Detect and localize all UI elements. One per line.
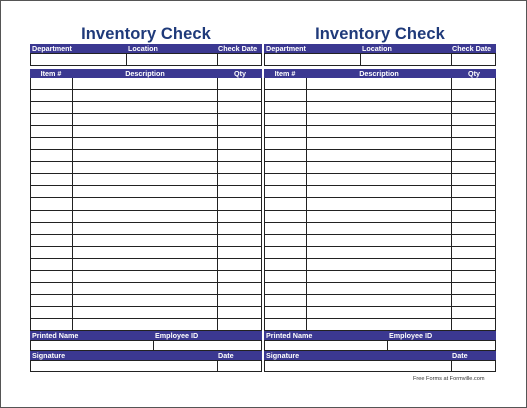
table-row[interactable] [31, 90, 261, 102]
table-row[interactable] [31, 126, 261, 138]
table-row[interactable] [31, 211, 261, 223]
printed-name-label: Printed Name [266, 331, 313, 340]
printed-name-row [30, 340, 262, 351]
table-row[interactable] [265, 235, 495, 247]
date-label: Date [452, 351, 468, 360]
table-row[interactable] [265, 247, 495, 259]
top-fields-header [30, 44, 262, 53]
table-row[interactable] [265, 223, 495, 235]
location-label: Location [362, 44, 392, 53]
employee-id-field[interactable] [388, 341, 495, 350]
table-rows [31, 78, 261, 331]
table-row[interactable] [31, 78, 261, 90]
table-row[interactable] [265, 211, 495, 223]
signature-label: Signature [266, 351, 300, 360]
bottom-fields-header-2 [264, 351, 496, 360]
signature-field[interactable] [31, 361, 217, 371]
footer-credit: Free Forms at Formville.com [413, 376, 485, 382]
location-field[interactable] [361, 54, 451, 65]
table-row[interactable] [265, 102, 495, 114]
table-row[interactable] [265, 78, 495, 90]
location-field[interactable] [127, 54, 217, 65]
table-row[interactable] [31, 271, 261, 283]
table-row[interactable] [265, 90, 495, 102]
employee-id-field[interactable] [154, 341, 261, 350]
employee-id-label: Employee ID [389, 331, 433, 340]
check-date-label: Check Date [452, 44, 492, 53]
employee-id-label: Employee ID [155, 331, 199, 340]
top-fields-row [264, 53, 496, 66]
table-row[interactable] [31, 162, 261, 174]
location-label: Location [128, 44, 158, 53]
date-field[interactable] [452, 361, 495, 371]
printed-name-field[interactable] [31, 341, 153, 350]
table-row[interactable] [31, 174, 261, 186]
table-row[interactable] [265, 114, 495, 126]
signature-label: Signature [32, 351, 66, 360]
table-row[interactable] [31, 307, 261, 319]
table-row[interactable] [265, 186, 495, 198]
table-row[interactable] [265, 198, 495, 210]
table-row[interactable] [265, 319, 495, 331]
table-row[interactable] [31, 114, 261, 126]
table-row[interactable] [265, 259, 495, 271]
printed-name-field[interactable] [265, 341, 387, 350]
table-row[interactable] [31, 150, 261, 162]
check-date-field[interactable] [218, 54, 261, 65]
table-header [30, 69, 262, 78]
top-fields-header [264, 44, 496, 53]
table-row[interactable] [31, 295, 261, 307]
table-row[interactable] [31, 198, 261, 210]
table-row[interactable] [265, 174, 495, 186]
printed-name-label: Printed Name [32, 331, 79, 340]
qty-column-header: Qty [468, 69, 480, 78]
description-column-header: Description [359, 69, 399, 78]
department-field[interactable] [265, 54, 360, 65]
table-row[interactable] [31, 235, 261, 247]
bottom-fields-header-1 [264, 331, 496, 340]
department-field[interactable] [31, 54, 126, 65]
table-row[interactable] [265, 150, 495, 162]
top-fields-row [30, 53, 262, 66]
department-label: Department [266, 44, 306, 53]
table-row[interactable] [265, 295, 495, 307]
department-label: Department [32, 44, 72, 53]
qty-column-header: Qty [234, 69, 246, 78]
table-row[interactable] [31, 223, 261, 235]
table-row[interactable] [265, 138, 495, 150]
check-date-label: Check Date [218, 44, 258, 53]
table-rows [265, 78, 495, 331]
table-row[interactable] [31, 283, 261, 295]
table-row[interactable] [31, 186, 261, 198]
bottom-fields-header-2 [30, 351, 262, 360]
table-row[interactable] [31, 319, 261, 331]
item-column-header: Item # [274, 69, 296, 78]
table-row[interactable] [265, 271, 495, 283]
signature-row [264, 360, 496, 372]
inventory-table [30, 78, 262, 331]
signature-row [30, 360, 262, 372]
table-row[interactable] [31, 247, 261, 259]
table-row[interactable] [265, 307, 495, 319]
table-row[interactable] [265, 162, 495, 174]
form-title: Inventory Check [81, 25, 211, 43]
check-date-field[interactable] [452, 54, 495, 65]
bottom-fields-header-1 [30, 331, 262, 340]
item-column-header: Item # [40, 69, 62, 78]
description-column-header: Description [125, 69, 165, 78]
form-title: Inventory Check [315, 25, 445, 43]
table-row[interactable] [31, 259, 261, 271]
inventory-table [264, 78, 496, 331]
table-row[interactable] [265, 283, 495, 295]
signature-field[interactable] [265, 361, 451, 371]
date-label: Date [218, 351, 234, 360]
printed-name-row [264, 340, 496, 351]
date-field[interactable] [218, 361, 261, 371]
table-row[interactable] [31, 138, 261, 150]
table-header [264, 69, 496, 78]
table-row[interactable] [31, 102, 261, 114]
table-row[interactable] [265, 126, 495, 138]
